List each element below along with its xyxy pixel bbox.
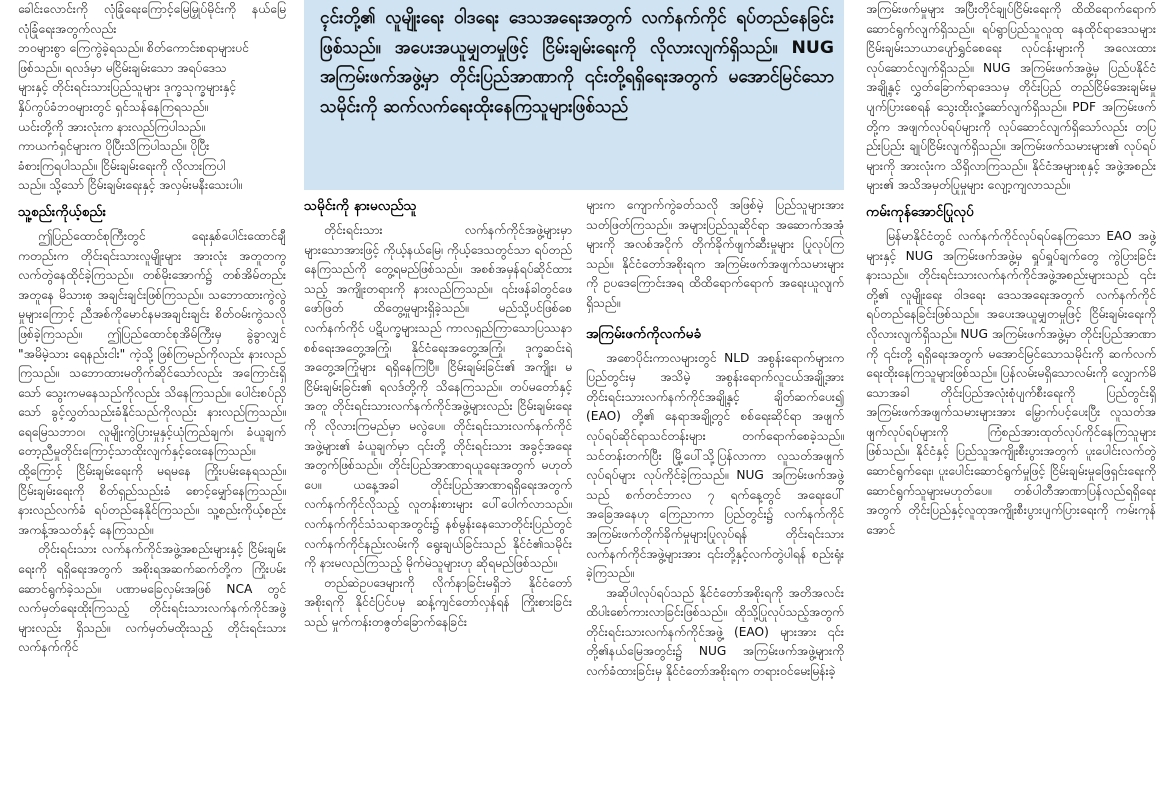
intro-line: ခေါင်းလောင်းကို လုံခြုံရေးကြောင့်မြေမြှုပ်မိုင်းကို နယ်မြေလုံခြုံရေးအတွက်လည်း xyxy=(18,2,286,36)
body-paragraph: များက ကျောက်ကွဲခတ်သလို အဖြစ်မဲ့ ပြည်သူများအား သတ်ဖြတ်ကြသည်။ အများပြည်သူဆိုင်ရာ အဆောက်အအုံများကို အလစ်အငိုက် တိုက်ခိုက်ဖျက်ဆီးမှုများ ပြုလုပ်ကြသည်။ နိုင်ငံတော်အစိုးရက အကြမ်းဖက်အဖျက်သမားများကို ဥပဒေကြောင်းအရ ထိထိရောက်ရောက် အရေးယူလျက်ရှိသည်။ xyxy=(586,198,844,310)
intro-line: ယင်းတို့ကို အားလုံးက နားလည်ကြပါသည်။ xyxy=(18,119,205,134)
pull-quote-text: ၚင်းတို့၏ လူမျိုးရေး ဝါဒရေး ဒေသအရေးအတွက် လက်နက်ကိုင် ရပ်တည်နေခြင်းဖြစ်သည်။ အပေးအယူမျှတမှုဖြင့် ငြိမ်းချမ်းရေးကို လိုလားလျက်ရှိသည်။ NUG အကြမ်းဖက်အဖွဲ့မှာ တိုင်းပြည်အာဏာကို ၎င်းတို့ရရှိရေးအတွက် မအောင်မြင်သောသမိုင်းကို ဆက်လက်ရေးထိုးနေကြသူများဖြစ်သည် xyxy=(320,8,834,117)
section-heading: သမိုင်းကို နားမလည်သူ xyxy=(304,198,417,214)
body-paragraph: အဆိုပါလုပ်ရပ်သည် နိုင်ငံတော်အစိုးရကို အတိအလင်း ထိပါးစော်ကားလာခြင်းဖြစ်သည်။ ထိုသို့ပြုလုပ်သည့်အတွက် တိုင်းရင်းသားလက်နက်ကိုင်အဖွဲ့ (EAO) များအား ၎င်းတို့၏နယ်မြေအတွင်း၌ NUG အကြမ်းဖက်အဖွဲ့များကို လက်ခံထားခြင်းမှ နိုင်ငံတော်အစိုးရက တရားဝင်မေးမြန်းခဲ့ xyxy=(586,585,844,679)
column-3 xyxy=(586,196,844,800)
section-heading: ကမ်းကုန်အောင်ပြုလုပ် xyxy=(866,203,974,220)
intro-line: များနှင့် တိုင်းရင်းသားပြည်သူများ ဒုက္ခသုက္ခများနှင့် xyxy=(18,80,236,95)
body-paragraph: မြန်မာနိုင်ငံတွင် လက်နက်ကိုင်လုပ်ရပ်နေကြသော EAO အဖွဲ့များနှင့် NUG အကြမ်းဖက်အဖွဲ့မှ ရှုပ်ရှုပ်ချက်တွေ ကွဲပြားခြင်းနားသည်။ တိုင်းရင်းသားလက်နက်ကိုင်အဖွဲ့အစည်းများသည် ၎င်းတို့၏ လူမျိုးရေး ဝါဒရေး ဒေသအရေးအတွက် လက်နက်ကိုင် ရပ်တည်နေခြင်းဖြစ်သည်။ အပေးအယူမျှတမှုဖြင့် ငြိမ်းချမ်းရေးကို လိုလားလျက်ရှိသည်။ NUG အကြမ်းဖက်အဖွဲ့မှာ တိုင်းပြည်အာဏာကို ၎င်းတို့ ရရှိရေးအတွက် မအောင်မြင်သောသမိုင်းကို ဆက်လက်ရေးထိုးနေကြသူများဖြစ်သည်။ ပြန်လမ်းမရှိသောလမ်းကို လျှောက်မိသောအခါ တိုင်းပြည်အလုံးစုံပျက်စီးရေးကို ပြည်တွင်းရှိ အကြမ်းဖက်အဖျက်သမားများအား မြှောက်ပင့်ပေးပြီး လူသတ်အဖျက်လုပ်ရပ်များကို ကြံစည်အားထုတ်လုပ်ကိုင်နေကြသူများဖြစ်သည်။ နိုင်ငံနှင့် ပြည်သူအကျိုးစီးပွားအတွက် ပူးပေါင်းလက်တွဲဆောင်ရွက်ရေး၊ ပူးပေါင်းဆောင်ရွက်မှုဖြင့် ငြိမ်းချမ်းမှုဖြေရှင်းရေးကို ဆောင်ရွက်သူများမဟုတ်ပေ။ တစ်ပါတီအာဏာပြန်လည်ရရှိရေးအတွက် တိုင်းပြည်နှင့်လူထုအကျိုးစီးပွားပျက်ပြားရေးကို ကမ်းကုန်အောင် xyxy=(866,228,1156,537)
intro-line: သည်။ သို့သော် ငြိမ်းချမ်းရေးနှင့် အလှမ်းမနီးသေးပါ။ xyxy=(18,178,242,193)
intro-line: နှိပ်ကွပ်ခံဘဝများတွင် ရှင်သန်နေကြရသည်။ xyxy=(18,99,209,114)
intro-line: ခံစားကြရပါသည်။ ငြိမ်းချမ်းရေးကို လိုလားကြပါ xyxy=(18,158,226,173)
section-heading: အကြမ်းဖက်ကိုလက်မခံ xyxy=(586,325,702,342)
column-4 xyxy=(866,0,1156,800)
column-2 xyxy=(304,196,572,800)
body-paragraph: တိုင်းရင်းသား လက်နက်ကိုင်အဖွဲ့အစည်းများနှင့် ငြိမ်းချမ်းရေးကို ရရှိရေးအတွက် အစိုးရအဆက်ဆက်တို့က ကြိုးပမ်းဆောင်ရွက်ခဲ့သည်။ ပဏာမခြေလှမ်းအဖြစ် NCA တွင် လက်မှတ်ရေးထိုးကြသည့် တိုင်းရင်းသားလက်နက်ကိုင်အဖွဲ့များလည်း ရှိသည်။ လက်မှတ်မထိုးသည့် တိုင်းရင်းသားလက်နက်ကိုင် xyxy=(18,542,286,655)
body-paragraph: အကြမ်းဖက်မှုများ အပြီးတိုင်ချုပ်ငြိမ်းရေးကို ထိထိရောက်ရောက် ဆောင်ရွက်လျက်ရှိသည်။ ရပ်ရွာပြည်သူလူထု နေထိုင်ရာဒေသများ ငြိမ်းချမ်းသာယာပျော်ရွှင်စေရေး လုပ်ငန်းများကို အလေးထားလုပ်ဆောင်လျက်ရှိသည်။ NUG အကြမ်းဖက်အဖွဲ့မှ ပြည်ပနိုင်ငံအချို့နှင့် လွှတ်ခြောက်ရာဒေသမှ တိုင်းပြည် တည်ငြိမ်အေးချမ်းမှုပျက်ပြားစေရန် သွေးထိုးလှုံ့ဆော်လျက်ရှိသည်။ PDF အကြမ်းဖက်တို့က အဖျက်လုပ်ရပ်များကို လုပ်ဆောင်လျက်ရှိသော်လည်း တပြည်းပြည်း ချုပ်ငြိမ်းလျက်ရှိသည်။ အကြမ်းဖက်သမားများ၏ လုပ်ရပ်များကို အားလုံးက သိရှိလာကြသည်။ နိုင်ငံအများစုနှင့် အဖွဲ့အစည်းများ၏ အသိအမှတ်ပြုမှုများ လျော့ကျလာသည်။ xyxy=(866,2,1156,193)
intro-line: ဖြစ်သည်။ ရလဒ်မှာ မငြိမ်းချမ်းသော အရပ်ဒေသ xyxy=(18,60,227,75)
body-paragraph: ဤပြည်ထောင်စုကြီးတွင် ရေးနှစ်ပေါင်းထောင်ချီကတည်းက တိုင်းရင်းသားလူမျိုးများ အားလုံး အတူတကွလက်တွဲနေထိုင်ခဲ့ကြသည်။ တစ်မိုးအောက်၌ တစ်အိမ်တည်းအတူနေ မိသားစု အချင်းချင်းဖြစ်ကြသည်။ သဘောထားကွဲလွဲမှုများကြောင့် ညီအစ်ကိုမောင်နမအချင်းချင်း စိတ်ဝမ်းကွဲသလိုဖြစ်ခဲ့ကြသည်။ ဤပြည်ထောင်စုအိမ်ကြီးမှ ခွဲခွာလျှင် "အမိမဲ့သား ရေနည်းငါး" ကဲ့သို့ ဖြစ်ကြမည်ကိုလည်း နားလည်ကြသည်။ သဘောထားမတိုက်ဆိုင်သော်လည်း အကြောင်းရှိသော် သွေးကမနေသည်ကိုလည်း သိနေကြသည်။ ပေါင်းစပ်ညှိသော် ခွင့်လွှတ်သည်းခံနိုင်သည်ကိုလည်း နားလည်ကြသည်။ ရေမြေသဘာဝ၊ လူမျိုးကွဲပြားမှုနှင့်ယုံကြည်ချက်၊ ခံယူချက်တော့ညီမှုတိုင်းကြောင့်သာထိုးလျက်နှင့်ဝေးနေကြသည်။ ထို့ကြောင့် ငြိမ်းချမ်းရေးကို မရမနေ ကြိုးပမ်းနေရသည်။ ငြိမ်းချမ်းရေးကို စိတ်ရှည်သည်းခံ စောင့်မျှော်နေကြသည်။ နားလည်လက်ခံ ရပ်တည်နေနိုင်ကြသည်။ သူ့စည်းကိုယ့်စည်းအကန့်အသတ်နှင့် နေကြသည်။ xyxy=(18,228,286,537)
body-paragraph: တိုင်းရင်းသား လက်နက်ကိုင်အဖွဲ့များမှာ များသောအားဖြင့် ကိုယ့်နယ်မြေ၊ ကိုယ့်ဒေသတွင်သာ ရပ်တည်နေကြသည်ကို တွေ့ရမည်ဖြစ်သည်။ အစစ်အမှန်ရပ်ဆိုင်ထားသည့် အကျိုးတရားကို နားလည်ကြသည်။ ၎င်းဖန်ခါတွင်ဖေဖော်ဖြတ် ထိတွေ့မှုများရှိခဲ့သည်။ မည်သို့ပင်ဖြစ်စေ လက်နက်ကိုင် ပဋိပက္ခများသည် ကာလရှည်ကြာသောပြဿနာ စစ်ရေးအတွေ့အကြုံ၊ နိုင်ငံရေးအတွေ့အကြုံ၊ ဒုက္ခဆင်းရဲ အတွေ့အကြုံများ ရရှိနေကြပြီ။ ငြိမ်းချမ်းခြင်း၏ အကျိုး၊ မငြိမ်းချမ်းခြင်း၏ ရလဒ်တို့ကို သိနေကြသည်။ တပ်မတော်နှင့်အတူ တိုင်းရင်းသားလက်နက်ကိုင်အဖွဲ့များလည်း ငြိမ်းချမ်းရေးကို လိုလားကြမည်မှာ မလွဲပေ။ တိုင်းရင်းသားလက်နက်ကိုင်အဖွဲ့များ၏ ခံယူချက်မှာ ၎င်းတို့ တိုင်းရင်းသား အခွင့်အရေးအတွက်ဖြစ်သည်။ တိုင်းပြည်အာဏာရယူရေးအတွက် မဟုတ်ပေ။ ယနေ့အခါ တိုင်းပြည်အာဏာရရှိရေးအတွက် လက်နက်ကိုင်လိုသည့် လူတန်းစားများ ပေါ်ပေါက်လာသည်။ လက်နက်ကိုင်သံသရာအတွင်း၌ နစ်မွန်းနေသောတိုင်းပြည်တွင် လက်နက်ကိုင်နည်းလမ်းကို ရွေးချယ်ခြင်းသည် နိုင်ငံ၏သမိုင်းကို နားမလည်ကြသည့် မိုက်မဲသူများဟု ဆိုရမည်ဖြစ်သည်။ xyxy=(304,223,572,571)
pull-quote-box xyxy=(304,0,844,190)
intro-line: ကာယကံရှင်များက ပိုပြီးသိကြပါသည်။ ပိုပြီး xyxy=(18,139,210,154)
intro-line: ဘဝများစွာ ကြေကွဲခဲ့ရသည်။ စိတ်ကောင်းစရာများပင် xyxy=(18,41,249,56)
body-paragraph: အစောပိုင်းကာလများတွင် NLD အစွန်းရောက်များက ပြည်တွင်းမှ အသိမဲ့ အစွန်းရောက်လူငယ်အချို့အား တိုင်းရင်းသားလက်နက်ကိုင်အချို့နှင့် ချိတ်ဆက်ပေး၍ (EAO) တို့၏ နေရာအချို့တွင် စစ်ရေးဆိုင်ရာ အဖျက်လုပ်ရပ်ဆိုင်ရာသင်တန်းများ တက်ရောက်စေခဲ့သည်။ သင်တန်းတက်ပြီး မြို့ပေါ်သို့ပြန်လာကာ လူသတ်အဖျက်လုပ်ရပ်များ လုပ်ကိုင်ခဲ့ကြသည်။ NUG အကြမ်းဖက်အဖွဲ့သည် စက်တင်ဘာလ ၇ ရက်နေ့တွင် အရေးပေါ်အခြေအနေဟု ကြေညာကာ ပြည်တွင်း၌ လက်နက်ကိုင်အကြမ်းဖက်တိုက်ခိုက်မှုများပြုလုပ်ရန် တိုင်းရင်းသားလက်နက်ကိုင်အဖွဲ့များအား ၎င်းတို့နှင့်လက်တွဲပါရန် စည်းရုံးခဲ့ကြသည်။ xyxy=(586,350,844,581)
section-heading: သူ့စည်းကိုယ့်စည်း xyxy=(18,203,107,220)
body-paragraph: တည်ဆဲဥပဒေများကို လိုက်နာခြင်းမရှိဘဲ နိုင်ငံတော်အစိုးရကို နိုင်ငံပြင်ပမှ ဆန့်ကျင်တော်လှန်ရန် ကြိုးစားခြင်းသည် မှုက်ကန်းတဇွတ်ခြောက်နေခြင်း xyxy=(304,575,572,629)
column-1 xyxy=(18,0,286,800)
